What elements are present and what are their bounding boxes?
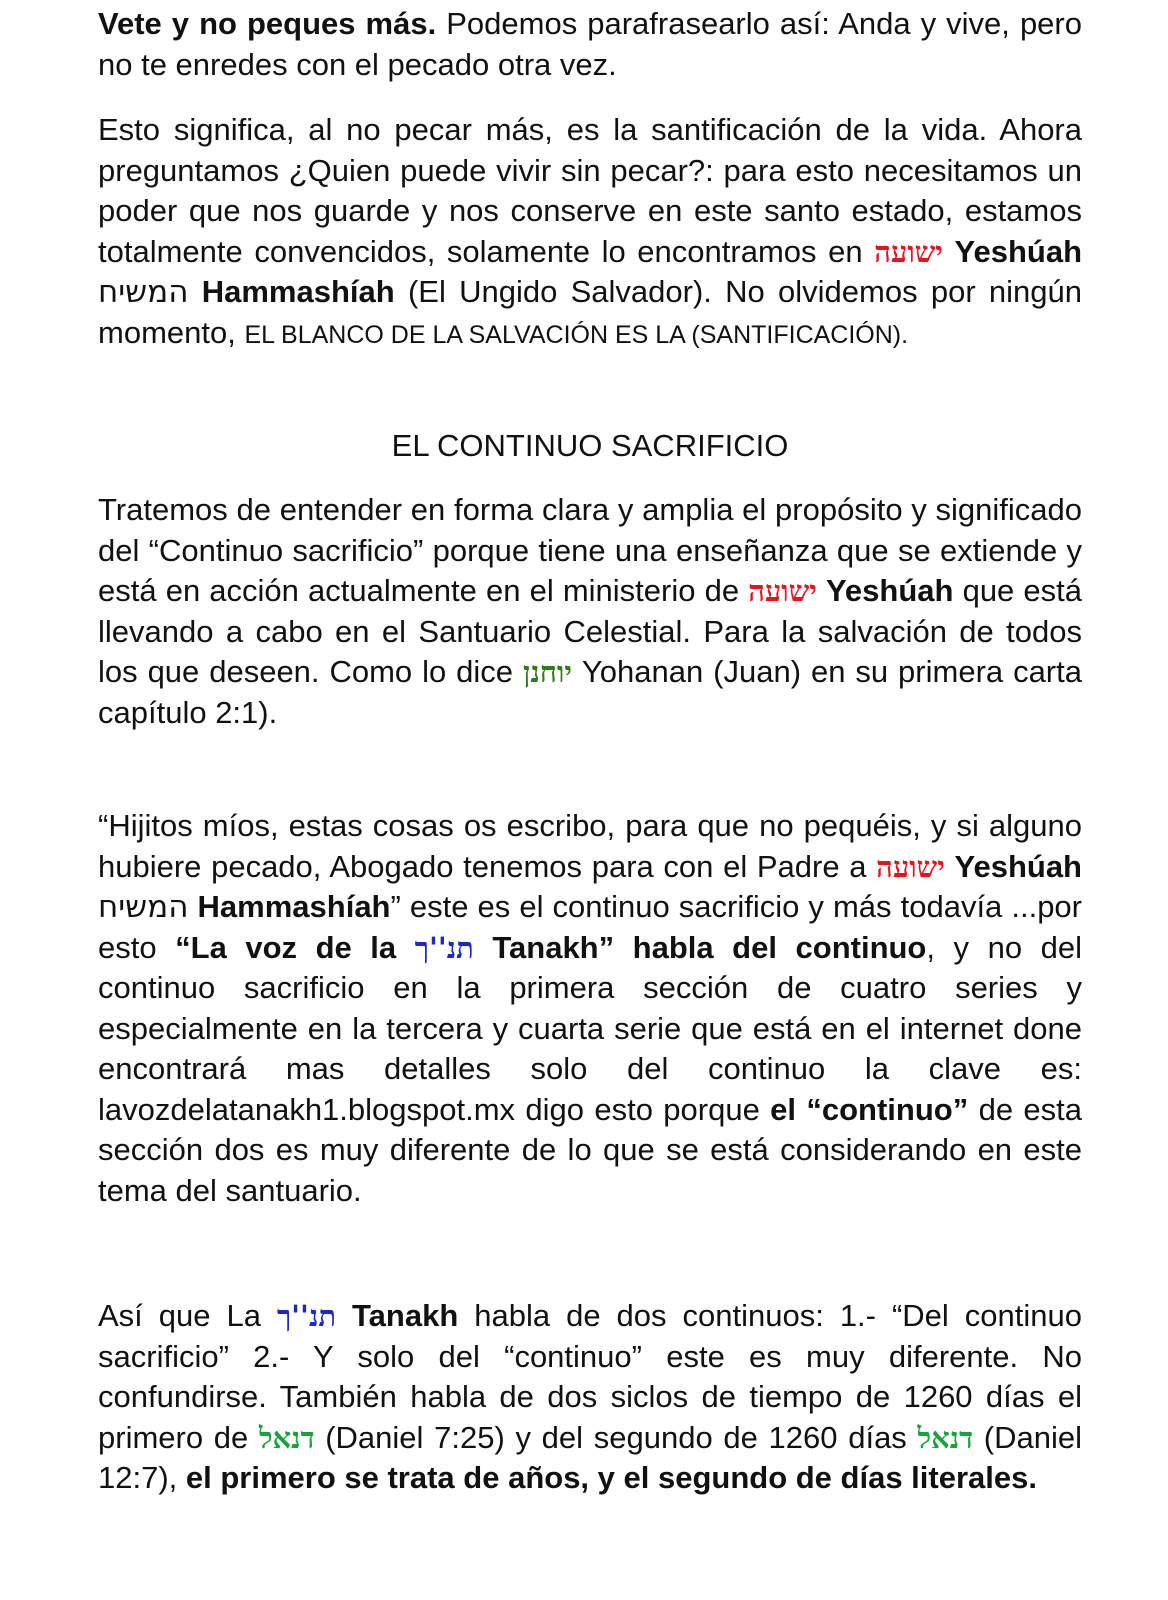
paragraph-4	[98, 806, 1082, 1211]
text-run: Esto significa, al no pecar más, es la santificación de la vida. Ahora preguntamos ¿Quien puede vivir sin pecar?: para esto necesitamos un poder que nos guarde y nos conserve en este santo estado, estamos totalmente convencidos, solamente lo encontramos en	[98, 112, 1082, 269]
text-run: Tratemos de entender en forma clara y amplia el propósito y significado del “Continuo sacrificio” porque tiene una enseñanza que se extiende y está en acción actualmente en el ministerio de	[98, 492, 1082, 608]
hebrew-yeshua: ישועה	[876, 849, 945, 884]
hebrew-tanakh: תנ''ך	[414, 930, 474, 965]
hebrew-yeshua: ישועה	[874, 234, 943, 269]
hebrew-daniel: דנאל	[258, 1420, 315, 1455]
text-run: de esta sección dos es muy diferente de lo que se está considerando en este tema del santuario.	[98, 1091, 1082, 1208]
hebrew-hammashiach: המשיח	[98, 274, 189, 310]
hebrew-hammashiach: המשיח	[98, 889, 189, 925]
bold-hammashiah: Hammashíah	[188, 274, 395, 309]
salvation-statement: EL BLANCO DE LA SALVACIÓN ES LA (SANTIFICACIÓN).	[244, 320, 909, 349]
bold-phrase: el primero se trata de años, y el segundo de días literales.	[185, 1460, 1037, 1495]
text-run: “Hijitos míos, estas cosas os escribo, para que no pequéis, y si alguno hubiere pecado, Abogado tenemos para con el Padre a	[98, 808, 1082, 884]
hebrew-yeshua: ישועה	[748, 574, 817, 608]
hebrew-yohanan: יוחנן	[522, 655, 572, 689]
hebrew-daniel: דנאל	[917, 1420, 974, 1455]
text-run: ” este es el continuo sacrificio y más todavía ...por esto	[98, 889, 1083, 965]
text-run: que está llevando a cabo en el Santuario Celestial. Para la salvación de todos los que deseen. Como lo dice	[98, 573, 1083, 689]
paragraph-2	[98, 110, 1082, 355]
text-run: Así que La	[98, 1298, 277, 1333]
bold-yeshuah: Yeshúah	[816, 573, 954, 608]
bold-tanakh: Tanakh	[336, 1298, 459, 1333]
text-run: Podemos parafrasearlo así: Anda y vive, pero no te enredes con el pecado otra vez.	[98, 6, 1082, 82]
bold-yeshuah: Yeshúah	[944, 848, 1082, 884]
text-run: (Daniel 12:7),	[98, 1419, 1082, 1495]
bold-phrase: el “continuo”	[770, 1091, 969, 1127]
text-run: (Daniel 7:25) y del segundo de 1260 días	[314, 1419, 918, 1455]
paragraph-5	[98, 1296, 1082, 1499]
section-heading: EL CONTINUO SACRIFICIO	[391, 428, 789, 463]
text-run: habla de dos continuos: 1.- “Del continuo sacrificio” 2.- Y solo del “continuo” este es muy diferente. No confundirse. También habla de dos siclos de tiempo de 1260 días el primero de	[98, 1298, 1082, 1455]
bold-phrase: “La voz de la	[175, 929, 415, 965]
hebrew-tanakh: תנ''ך	[276, 1299, 337, 1333]
text-run: , y no del continuo sacrificio en la primera sección de cuatro series y especialmente en la tercera y cuarta serie que está en el internet done encontrará mas detalles solo del continuo la clave es: lavozdelatanakh1.blogspot.mx digo esto porque	[98, 929, 1082, 1127]
bold-yeshuah: Yeshúah	[942, 233, 1083, 269]
bold-hammashiah: Hammashíah	[188, 889, 391, 924]
paragraph-3	[98, 490, 1082, 733]
text-run: Yohanan (Juan) en su primera carta capítulo 2:1).	[98, 654, 1082, 730]
text-run: (El Ungido Salvador). No olvidemos por ningún momento,	[98, 274, 1082, 350]
paragraph-1	[98, 4, 1082, 85]
bold-phrase: Vete y no peques más.	[98, 6, 437, 41]
bold-phrase: Tanakh” habla del continuo	[473, 929, 927, 965]
